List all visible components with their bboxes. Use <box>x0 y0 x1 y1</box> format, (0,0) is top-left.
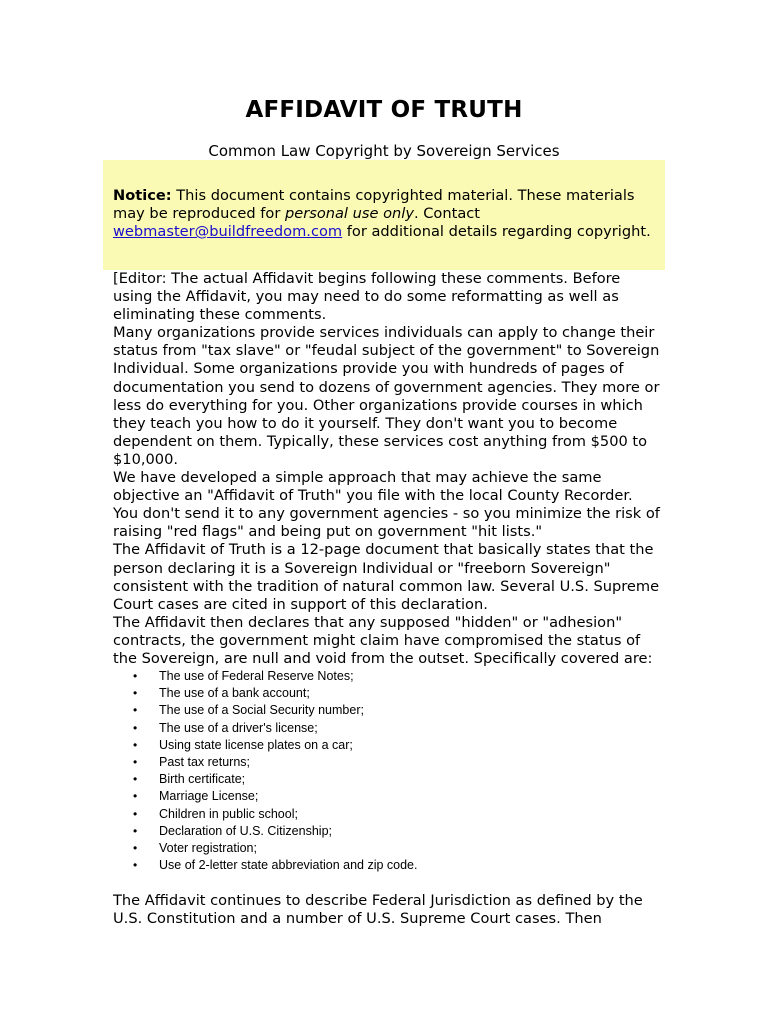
list-item <box>133 823 661 840</box>
bullet-icon: • <box>133 772 138 787</box>
list-item-text: Using state license plates on a car; <box>159 737 353 752</box>
list-item <box>133 737 661 754</box>
bullet-icon: • <box>133 669 138 684</box>
bullet-icon: • <box>133 686 138 701</box>
list-item-text: Use of 2-letter state abbreviation and zip code. <box>159 858 418 873</box>
document-title: AFFIDAVIT OF TRUTH <box>245 97 523 123</box>
list-item <box>133 668 661 685</box>
notice-label: Notice: <box>113 187 172 204</box>
list-item-text: The use of a driver's license; <box>159 720 318 735</box>
notice-text-2: . Contact <box>413 205 481 222</box>
list-item-text: Past tax returns; <box>159 755 251 770</box>
list-item-text: Marriage License; <box>159 789 259 804</box>
list-item-text: The use of a bank account; <box>159 686 310 701</box>
bullet-icon: • <box>133 789 138 804</box>
body-paragraph: The Affidavit then declares that any supposed "hidden" or "adhesion" contracts, the government might claim have compromised the status of the Sovereign, are null and void from the outset. Specifically covered are: <box>113 613 653 667</box>
bullet-icon: • <box>133 755 138 770</box>
list-item <box>133 754 661 771</box>
list-item <box>133 806 661 823</box>
list-item <box>133 685 661 702</box>
bullet-icon: • <box>133 823 138 838</box>
body-paragraph: We have developed a simple approach that may achieve the same objective an "Affidavit of Truth" you file with the local County Recorder. You don't send it to any government agencies - so you minimize the risk of raising "red flags" and being put on government "hit lists." <box>113 469 660 541</box>
bullet-icon: • <box>133 720 138 735</box>
list-item <box>133 788 661 805</box>
covered-items-list <box>113 668 661 874</box>
body-paragraph: The Affidavit of Truth is a 12-page document that basically states that the person declaring it is a Sovereign Individual or "freeborn Sovereign" consistent with the tradition of natural common law. Several U.S. Supreme Court cases are cited in support of this declaration. <box>113 541 660 613</box>
bullet-icon: • <box>133 806 138 821</box>
closing-paragraph: The Affidavit continues to describe Federal Jurisdiction as defined by the U.S. Constitution and a number of U.S. Supreme Court cases. Then <box>113 891 643 927</box>
bullet-icon: • <box>133 858 138 873</box>
body-paragraph: [Editor: The actual Affidavit begins following these comments. Before using the Affidavit, you may need to do some reformatting as well as eliminating these comments. <box>113 270 621 324</box>
bullet-icon: • <box>133 737 138 752</box>
list-item-text: The use of a Social Security number; <box>159 703 364 718</box>
list-item-text: Voter registration; <box>159 841 257 856</box>
copyright-notice-box <box>103 160 665 270</box>
list-item <box>133 720 661 737</box>
notice-text-3: for additional details regarding copyright. <box>342 223 651 240</box>
list-item-text: Children in public school; <box>159 806 298 821</box>
list-item <box>133 857 661 874</box>
list-item <box>133 840 661 857</box>
body-paragraph: Many organizations provide services individuals can apply to change their status from "tax slave" or "feudal subject of the government" to Sovereign Individual. Some organizations provide you with hundreds of pages of documentation you send to dozens of government agencies. They more or less do everything for you. Other organizations provide courses in which they teach you how to do it yourself. They don't want you to become dependent on them. Typically, these services cost anything from $500 to $10,000. <box>113 324 660 468</box>
bullet-icon: • <box>133 841 138 856</box>
document-subtitle: Common Law Copyright by Sovereign Services <box>208 142 560 160</box>
document-body <box>113 270 661 928</box>
notice-emphasis: personal use only <box>284 205 414 222</box>
webmaster-email-link[interactable]: webmaster@buildfreedom.com <box>113 223 343 240</box>
list-item-text: Birth certificate; <box>159 772 246 787</box>
list-item-text: The use of Federal Reserve Notes; <box>159 669 354 684</box>
bullet-icon: • <box>133 703 138 718</box>
notice-text-1: This document contains copyrighted material. These materials may be reproduced for <box>113 187 635 222</box>
list-item-text: Declaration of U.S. Citizenship; <box>159 823 332 838</box>
list-item <box>133 771 661 788</box>
list-item <box>133 702 661 719</box>
